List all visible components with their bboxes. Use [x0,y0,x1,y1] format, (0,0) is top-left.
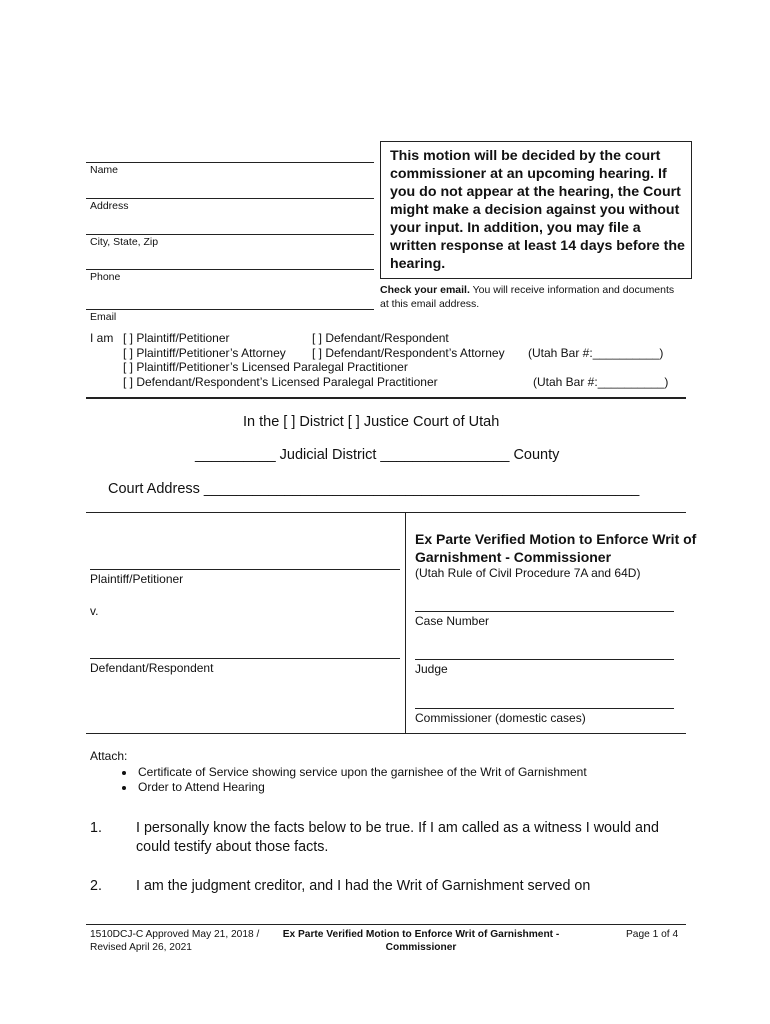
city-label: City, State, Zip [90,236,159,248]
form-revised: Revised April 26, 2021 [90,941,192,953]
commissioner-label: Commissioner (domestic cases) [415,711,586,725]
iam-option-defendant-attorney[interactable]: [ ] Defendant/Respondent’s Attorney [312,345,505,360]
page-number: Page 1 of 4 [626,929,679,940]
footer-title: Ex Parte Verified Motion to Enforce Writ of Garnishment - Commissioner [282,929,560,953]
iam-option-plaintiff[interactable]: [ ] Plaintiff/Petitioner [123,331,230,345]
address-label: Address [90,200,129,212]
hearing-notice-text: This motion will be decided by the court commissioner at an upcoming hearing. If you do not appear at the hearing, the Court might make a decision against you without your input. In addition, you may file a written response at least 14 days before the hearing. [390,148,685,272]
plaintiff-label: Plaintiff/Petitioner [90,572,184,586]
check-email-text: You will receive information and documents at this email address. [380,284,675,310]
attach-label: Attach: [90,749,128,763]
iam-option-defendant-paralegal[interactable]: [ ] Defendant/Respondent’s Licensed Paralegal Practitioner [123,374,438,389]
city-line [86,234,374,235]
attachment-item: • Order to Attend Hearing [136,780,587,796]
attachment-item: • Certificate of Service showing service upon the garnishee of the Writ of Garnishment [136,765,587,781]
iam-option-plaintiff-attorney[interactable]: [ ] Plaintiff/Petitioner’s Attorney [123,345,286,360]
hearing-notice-box [380,141,692,279]
case-number-line [415,611,674,612]
rule-citation: (Utah Rule of Civil Procedure 7A and 64D) [415,566,641,580]
paragraph-text: I personally know the facts below to be true. If I am called as a witness I would and could testify about those facts. [136,820,659,855]
caption-top-rule [86,512,686,513]
iam-label: I am [90,331,114,345]
court-type-line: In the [ ] District [ ] Justice Court of Utah [243,414,500,430]
party-selection [90,331,669,389]
phone-line [86,269,374,270]
utah-bar-number-1: (Utah Bar #:__________) [528,345,664,360]
paragraph-number: 2. [90,878,102,894]
name-label: Name [90,164,119,176]
paragraph-number: 1. [90,820,102,836]
phone-label: Phone [90,271,121,283]
email-line [86,309,374,310]
form-number [90,929,259,954]
versus: v. [90,604,99,618]
judicial-district-line: __________ Judicial District ________________ County [195,447,560,463]
name-line [86,162,374,163]
check-email-note [380,284,680,311]
check-email-bold: Check your email. [380,284,470,296]
motion-title: Ex Parte Verified Motion to Enforce Writ of Garnishment - Commissioner [415,531,697,565]
commissioner-line [415,708,674,709]
footer-rule [86,924,686,925]
caption-vertical-rule [405,512,406,733]
email-label: Email [90,311,117,323]
attachments [90,749,587,796]
case-number-label: Case Number [415,614,490,628]
address-line [86,198,374,199]
form-approved: 1510DCJ-C Approved May 21, 2018 / [90,929,260,940]
caption-bottom-rule [86,733,686,734]
header-divider [86,397,686,399]
defendant-label: Defendant/Respondent [90,661,214,675]
iam-option-defendant[interactable]: [ ] Defendant/Respondent [312,331,449,345]
defendant-line [90,658,400,659]
iam-option-plaintiff-paralegal[interactable]: [ ] Plaintiff/Petitioner’s Licensed Paralegal Practitioner [123,360,408,375]
judge-line [415,659,674,660]
utah-bar-number-2: (Utah Bar #:__________) [533,374,669,389]
plaintiff-line [90,569,400,570]
paragraph-text: I am the judgment creditor, and I had the Writ of Garnishment served on [136,878,591,894]
judge-label: Judge [415,662,448,676]
court-address-line: Court Address ______________________________________________________ [108,481,640,497]
